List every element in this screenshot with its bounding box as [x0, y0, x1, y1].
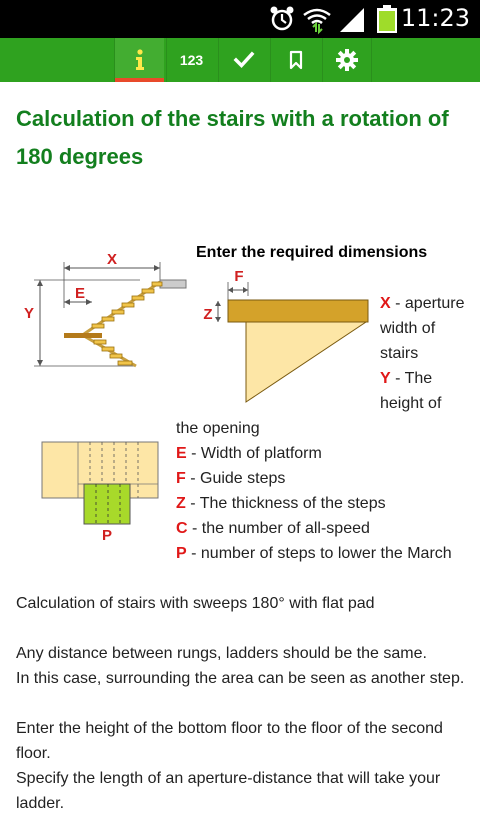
legend-text: - The thickness of the steps	[185, 495, 386, 512]
battery-icon	[376, 5, 398, 33]
info-icon	[133, 49, 147, 71]
legend-key: Z	[176, 495, 186, 512]
legend-key: E	[176, 445, 187, 462]
tab-bookmark[interactable]	[270, 38, 320, 82]
dim-f-label: F	[234, 268, 244, 285]
legend-y-cont	[176, 416, 260, 441]
legend-y-text: - The height of	[380, 370, 442, 412]
dim-y-label: Y	[23, 305, 35, 322]
description-line-1: Calculation of stairs with sweeps 180° with flat pad	[16, 595, 375, 612]
tab-info[interactable]	[114, 38, 164, 82]
legend-text: - Width of platform	[186, 445, 322, 462]
stair-side-diagram	[20, 248, 190, 372]
step-detail-diagram	[196, 266, 374, 406]
legend-key: P	[176, 545, 187, 562]
legend-list	[176, 441, 452, 566]
page-title: Calculation of the stairs with a rotation of 180 degrees	[16, 106, 449, 169]
legend-key: C	[176, 520, 188, 537]
legend-y-text-cont: the opening	[176, 420, 260, 437]
numbers-label: 123	[179, 52, 204, 68]
legend-item	[176, 516, 452, 541]
enter-dimensions-heading: Enter the required dimensions	[196, 244, 428, 261]
stair-plan-diagram	[40, 440, 160, 546]
tab-settings[interactable]	[322, 38, 372, 82]
dim-z-label: Z	[203, 306, 213, 323]
legend-text: - Guide steps	[185, 470, 286, 487]
legend-item	[176, 466, 452, 491]
legend-item	[176, 541, 452, 566]
legend-item	[176, 441, 452, 466]
legend-xy	[380, 291, 476, 416]
toolbar	[0, 38, 480, 82]
legend-text: - number of steps to lower the March	[186, 545, 452, 562]
description-line-4: Enter the height of the bottom floor to the floor of the second floor.	[16, 720, 443, 762]
legend-text: - the number of all-speed	[187, 520, 370, 537]
dim-x-label: X	[106, 251, 118, 268]
legend-x-key: X	[380, 295, 391, 312]
tab-numbers[interactable]	[166, 38, 216, 82]
alarm-icon	[268, 5, 296, 33]
bookmark-icon	[289, 50, 303, 70]
description-line-3: In this case, surrounding the area can be seen as another step.	[16, 670, 465, 687]
description-line-2: Any distance between rungs, ladders should be the same.	[16, 645, 427, 662]
dim-e-label: E	[74, 285, 86, 302]
description-line-5: Specify the length of an aperture-distance that will take your ladder.	[16, 770, 441, 812]
wifi-icon	[302, 5, 332, 33]
signal-icon	[338, 5, 366, 33]
status-time: 11:23	[400, 4, 470, 32]
check-icon	[234, 52, 254, 68]
legend-x-text: - aperture width of stairs	[380, 295, 465, 362]
legend-item	[176, 491, 452, 516]
legend-key: F	[176, 470, 186, 487]
legend-y-key: Y	[380, 370, 391, 387]
gear-icon	[336, 49, 358, 71]
tab-check[interactable]	[218, 38, 268, 82]
status-bar	[0, 0, 480, 38]
dim-p-label: P	[101, 527, 113, 544]
